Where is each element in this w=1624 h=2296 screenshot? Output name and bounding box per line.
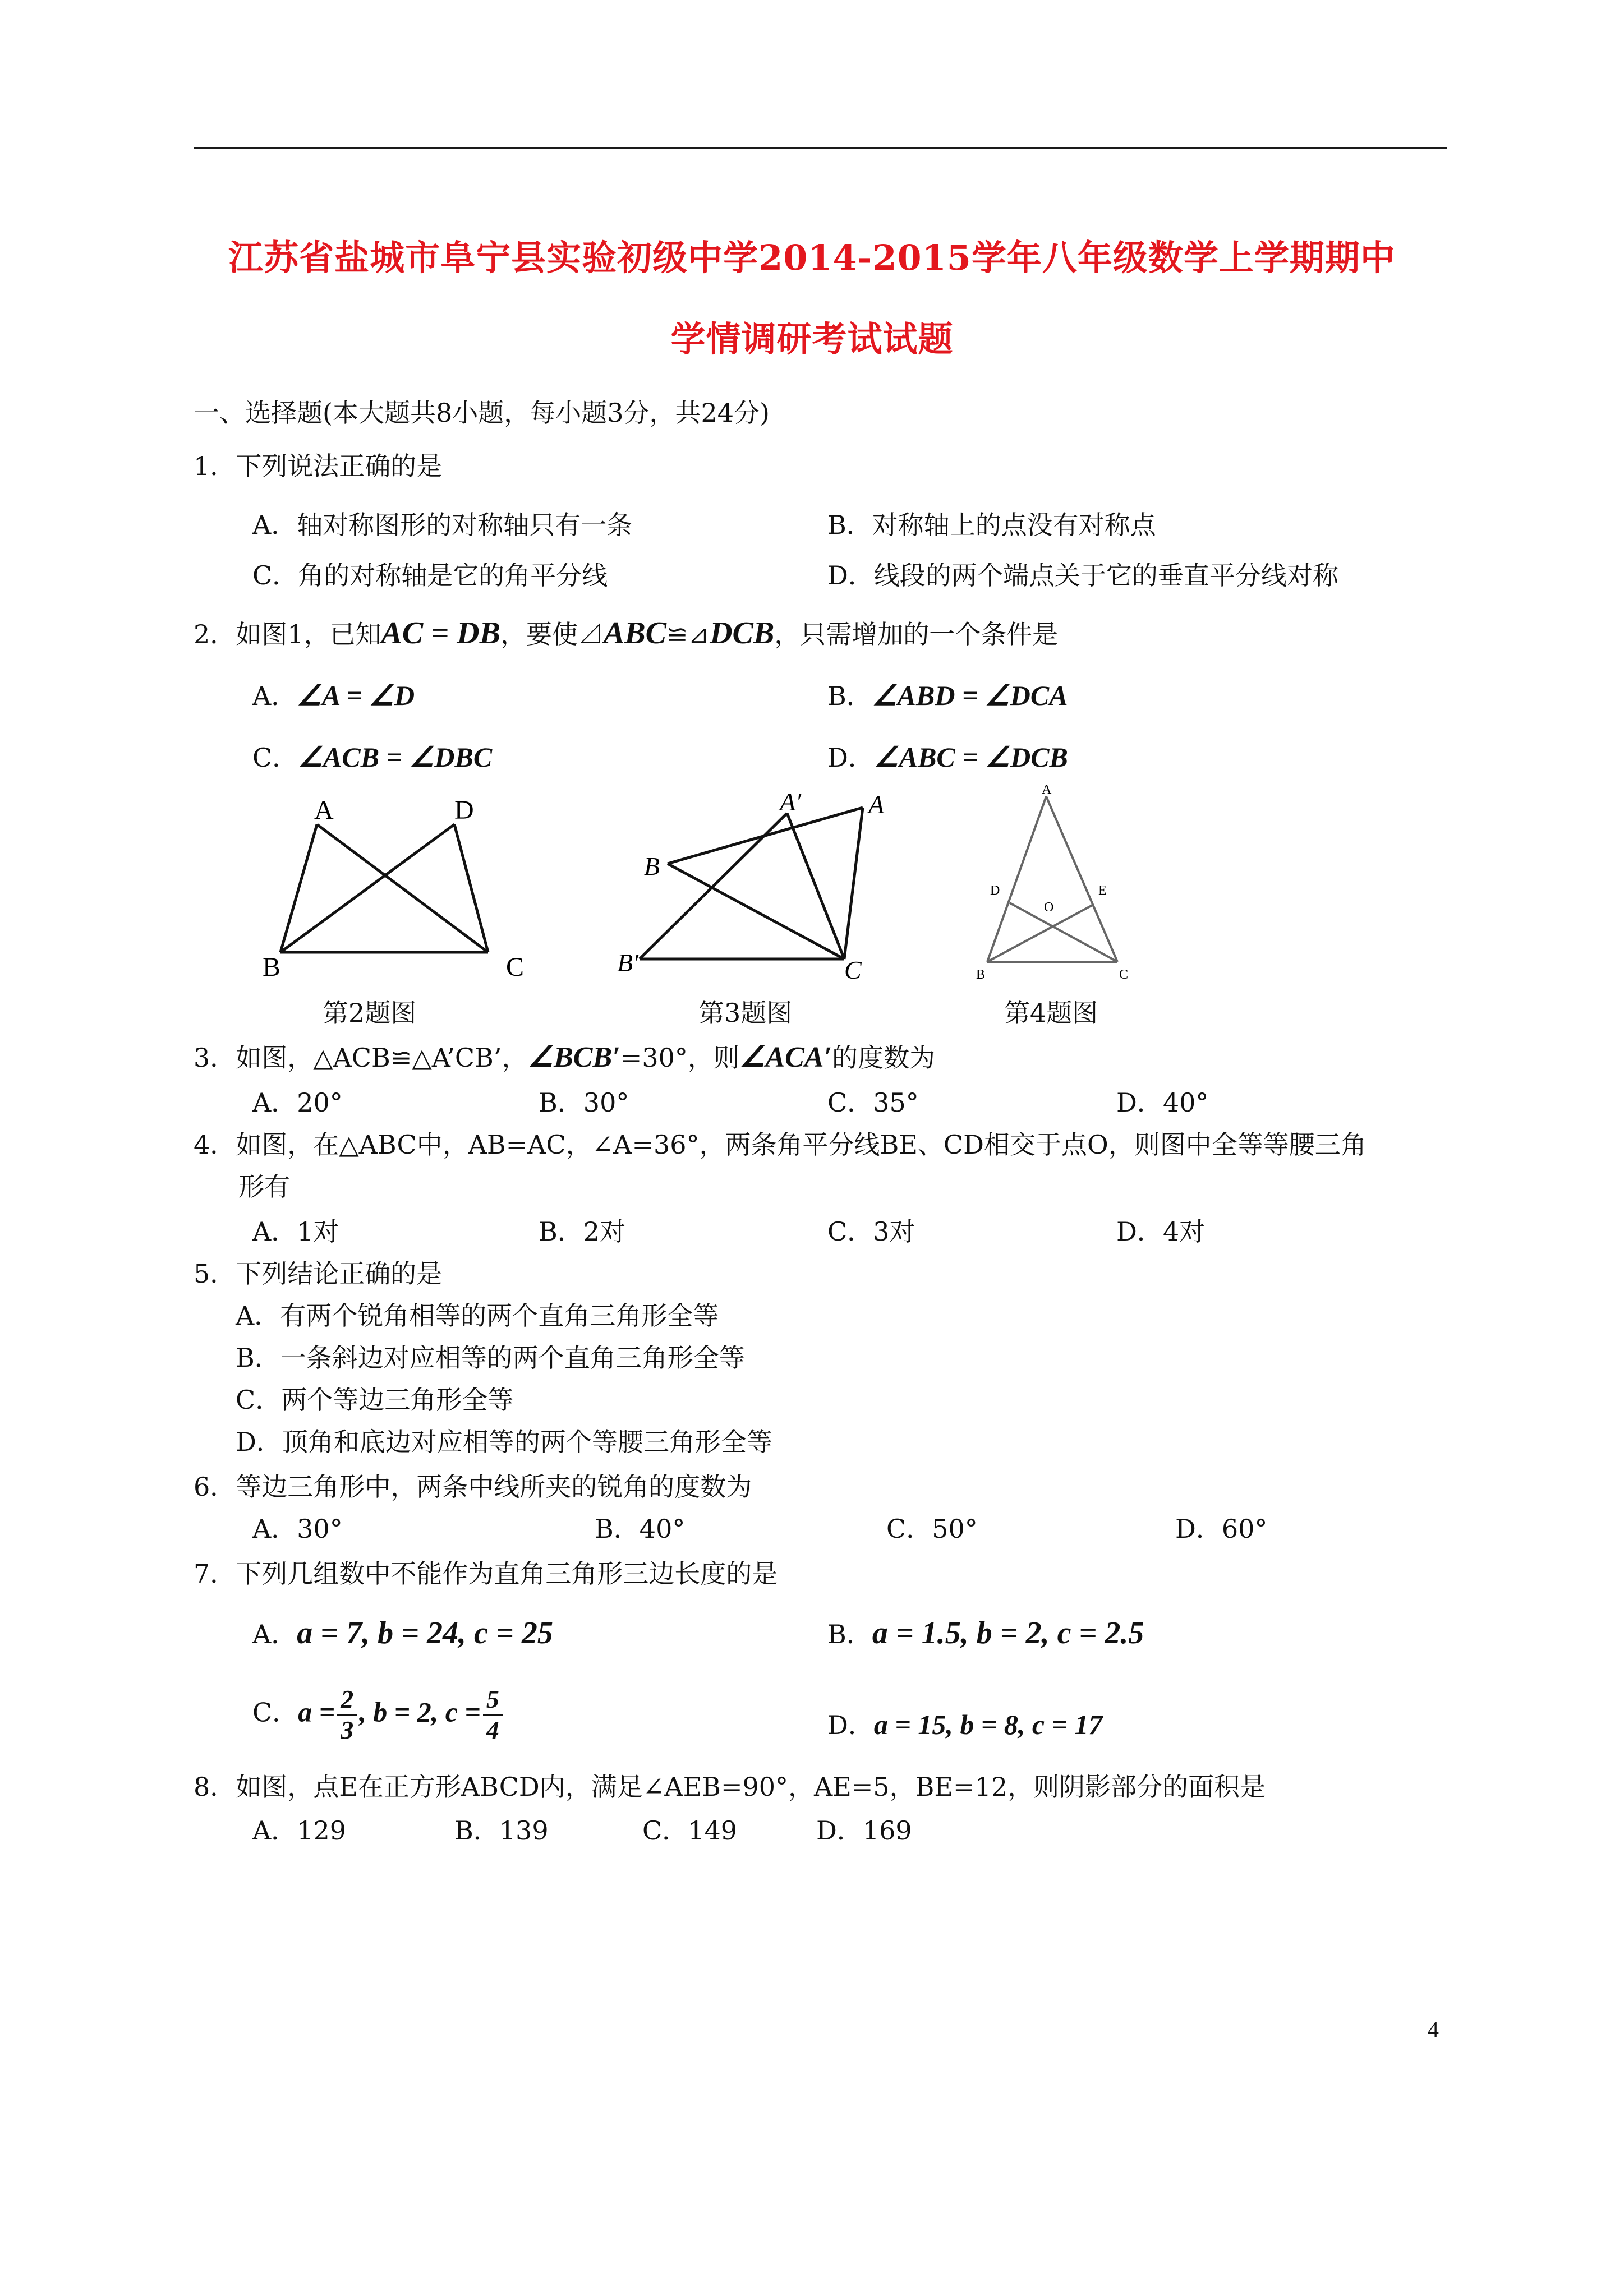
header-rule xyxy=(194,147,1447,149)
q7-option-c xyxy=(252,1685,505,1744)
figure-3 xyxy=(617,785,931,993)
q2-option-a-math: ∠A = ∠D xyxy=(297,680,415,711)
fig4-edge-cd xyxy=(1010,903,1117,962)
fig2-edge-db xyxy=(280,824,454,952)
q7-option-c-frac-c-den: 4 xyxy=(486,1715,499,1744)
q6-option-a: A．30° xyxy=(252,1514,343,1544)
q1-option-a: A．轴对称图形的对称轴只有一条 xyxy=(252,510,633,540)
q2-option-b-label: B． xyxy=(827,681,872,711)
q2-option-c-math: ∠ACB = ∠DBC xyxy=(298,741,493,773)
section-heading: 一、选择题(本大题共8小题，每小题3分，共24分) xyxy=(194,398,770,428)
q5-option-a: A．有两个锐角相等的两个直角三角形全等 xyxy=(236,1301,719,1331)
q4-option-c: C．3对 xyxy=(827,1216,915,1247)
fig3-edge-bc xyxy=(668,864,844,959)
fig2-edge-ab xyxy=(280,824,317,952)
fig4-label-d: D xyxy=(990,883,1000,898)
q5-option-d: D．顶角和底边对应相等的两个等腰三角形全等 xyxy=(236,1427,772,1457)
q3-stem-mid: =30°，则 xyxy=(620,1043,739,1073)
q1-option-d: D．线段的两个端点关于它的垂直平分线对称 xyxy=(827,560,1338,591)
fig2-label-a: A xyxy=(314,795,334,825)
fig4-edge-ab xyxy=(987,796,1046,962)
q8-option-c: C．149 xyxy=(642,1815,737,1846)
q4-option-d: D．4对 xyxy=(1116,1216,1206,1247)
q2-option-c-label: C． xyxy=(252,743,298,773)
doc-title-line1: 江苏省盐城市阜宁县实验初级中学2014-2015学年八年级数学上学期期中 xyxy=(228,237,1396,278)
fig3-label-a1: A′ xyxy=(780,787,802,816)
q2-stem-math3: DCB xyxy=(710,616,775,651)
q3-option-d: D．40° xyxy=(1116,1087,1209,1118)
q2-option-b-math: ∠ABD = ∠DCA xyxy=(872,680,1068,711)
doc-title-line2: 学情调研考试试题 xyxy=(670,319,954,359)
fig4-label-c: C xyxy=(1119,967,1129,982)
q5-option-b: B．一条斜边对应相等的两个直角三角形全等 xyxy=(236,1343,745,1373)
page-number: 4 xyxy=(1428,2017,1439,2042)
q2-stem-prefix: 2．如图1，已知 xyxy=(194,619,381,649)
q3-stem-prefix: 3．如图，△ACB≌△A’CB’， xyxy=(194,1043,528,1073)
figure-2 xyxy=(247,791,561,993)
q2-stem-math1: AC = DB xyxy=(381,616,500,651)
q7-option-c-frac-a-num: 2 xyxy=(337,1685,357,1716)
q2-stem-math2: ABC xyxy=(603,616,667,651)
q2-option-c xyxy=(252,737,492,774)
q6-option-b: B．40° xyxy=(595,1514,686,1544)
fig3-label-c: C xyxy=(844,956,862,984)
q7-option-b-label: B． xyxy=(827,1619,872,1649)
fig2-edge-dc xyxy=(454,824,488,952)
q7-option-c-mid: , b = 2, c = xyxy=(359,1696,481,1728)
q8-option-d: D．169 xyxy=(816,1815,912,1846)
q2-stem xyxy=(194,614,1058,651)
fig4-label-b: B xyxy=(976,967,986,982)
q7-option-c-label: C． xyxy=(252,1697,298,1728)
q3-option-c: C．35° xyxy=(827,1087,919,1118)
q7-option-d xyxy=(827,1705,1103,1742)
q7-option-a-label: A． xyxy=(252,1619,297,1649)
q6-option-c: C．50° xyxy=(886,1514,978,1544)
q3-option-b: B．30° xyxy=(539,1087,629,1118)
q7-option-c-a: a = xyxy=(298,1696,335,1728)
fig2-edge-ac xyxy=(317,824,488,952)
q7-option-d-label: D． xyxy=(827,1710,874,1740)
q5-stem: 5．下列结论正确的是 xyxy=(194,1258,443,1289)
q2-option-a-label: A． xyxy=(252,681,297,711)
fig3-label-b: B xyxy=(644,852,660,880)
q2-option-d-label: D． xyxy=(827,743,874,773)
q7-option-b xyxy=(827,1614,1144,1651)
q6-option-d: D．60° xyxy=(1175,1514,1268,1544)
q4-stem-line1: 4．如图，在△ABC中，AB=AC，∠A=36°，两条角平分线BE、CD相交于点O，则图中全等等腰三角 xyxy=(194,1129,1367,1160)
q6-stem: 6．等边三角形中，两条中线所夹的锐角的度数为 xyxy=(194,1472,752,1502)
fig3-edge-a1c xyxy=(787,813,844,959)
fig2-caption: 第2题图 xyxy=(323,998,417,1028)
q7-option-a-math: a = 7, b = 24, c = 25 xyxy=(297,1616,553,1650)
q2-stem-suffix: ，只需增加的一个条件是 xyxy=(774,619,1059,649)
q2-stem-mid: ，要使⊿ xyxy=(500,619,604,649)
fig2-label-b: B xyxy=(263,952,281,982)
fig3-label-a: A xyxy=(868,790,885,819)
fig2-label-c: C xyxy=(506,952,525,982)
fig4-edge-ac xyxy=(1046,796,1117,962)
q1-option-c: C．角的对称轴是它的角平分线 xyxy=(252,560,608,591)
fig3-edge-ac xyxy=(844,808,863,959)
q2-option-d-math: ∠ABC = ∠DCB xyxy=(873,741,1068,773)
fig3-caption: 第3题图 xyxy=(698,998,793,1028)
q2-option-a xyxy=(252,676,415,713)
q3-stem xyxy=(194,1038,935,1075)
fig4-label-e: E xyxy=(1098,883,1107,898)
figure-4 xyxy=(965,782,1150,990)
q1-stem: 1．下列说法正确的是 xyxy=(194,451,443,481)
q4-stem-line2: 形有 xyxy=(238,1172,290,1202)
fig4-caption: 第4题图 xyxy=(1004,998,1098,1028)
q5-option-c: C．两个等边三角形全等 xyxy=(236,1385,514,1415)
fig4-edge-be xyxy=(987,905,1093,962)
q7-option-c-frac-c xyxy=(483,1685,503,1744)
q1-option-b: B．对称轴上的点没有对称点 xyxy=(827,510,1156,540)
q7-option-c-frac-c-num: 5 xyxy=(483,1685,503,1716)
q2-stem-mid2: ≌⊿ xyxy=(666,619,710,649)
q8-option-a: A．129 xyxy=(252,1815,347,1846)
fig3-label-b1: B′ xyxy=(617,948,639,977)
fig3-edge-a1b1 xyxy=(640,813,787,959)
q2-option-d xyxy=(827,737,1068,774)
q8-option-b: B．139 xyxy=(454,1815,549,1846)
fig2-label-d: D xyxy=(454,795,474,825)
q7-option-a xyxy=(252,1614,553,1651)
q7-option-d-math: a = 15, b = 8, c = 17 xyxy=(873,1709,1103,1740)
q7-option-b-math: a = 1.5, b = 2, c = 2.5 xyxy=(872,1616,1144,1650)
q2-option-b xyxy=(827,676,1068,713)
q8-stem: 8．如图，点E在正方形ABCD内，满足∠AEB=90°，AE=5，BE=12，则阴影部分的面积是 xyxy=(194,1772,1266,1802)
q3-stem-math2: ∠ACA′ xyxy=(739,1041,832,1073)
fig4-label-o: O xyxy=(1044,900,1054,915)
q3-option-a: A．20° xyxy=(252,1087,343,1118)
q7-option-c-frac-a-den: 3 xyxy=(341,1715,354,1744)
q3-stem-suffix: 的度数为 xyxy=(832,1043,936,1073)
q3-stem-math1: ∠BCB′ xyxy=(527,1041,620,1073)
fig4-label-a: A xyxy=(1042,782,1052,797)
q4-option-a: A．1对 xyxy=(252,1216,339,1247)
q4-option-b: B．2对 xyxy=(539,1216,626,1247)
q7-option-c-frac-a xyxy=(337,1685,357,1744)
q7-stem: 7．下列几组数中不能作为直角三角形三边长度的是 xyxy=(194,1559,778,1589)
